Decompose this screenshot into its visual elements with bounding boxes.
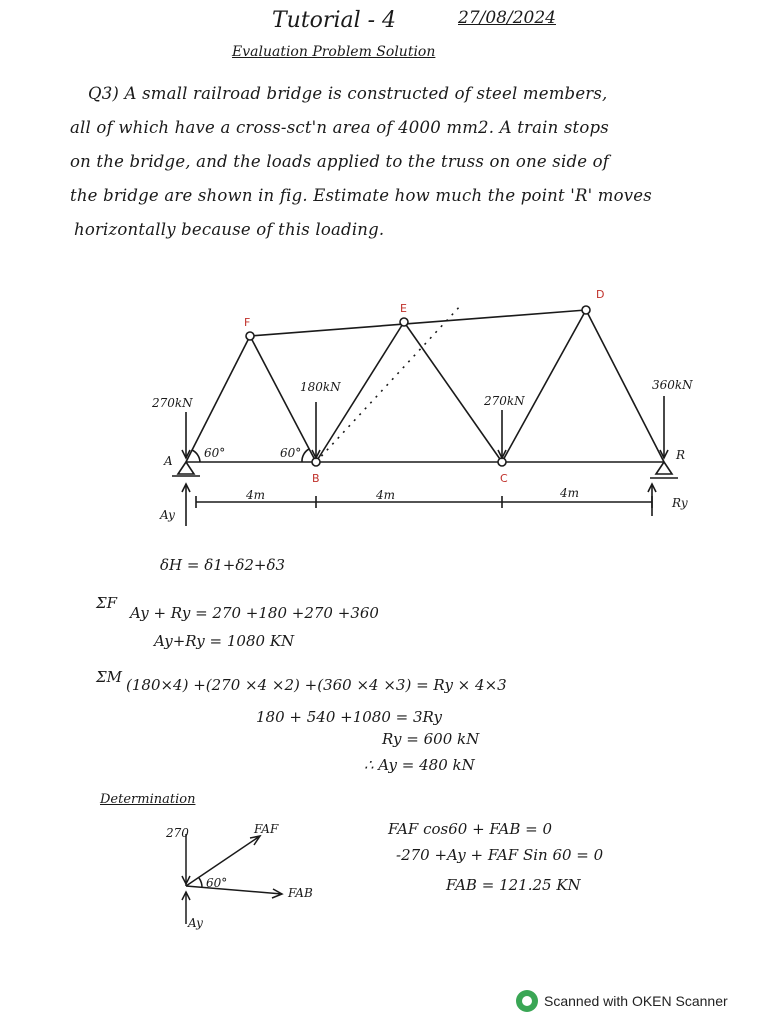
load-label-c: 270kN [484,394,525,408]
date: 27/08/2024 [458,8,556,28]
question-line: horizontally because of this loading. [74,220,385,239]
node-label-e: E [400,302,407,315]
sum-f-equation: Ay + Ry = 270 +180 +270 +360 [130,604,379,622]
reaction-label-a: Ay [160,508,175,522]
delta-equation: δH = δ1+δ2+δ3 [160,556,286,574]
span-label: 4m [246,488,266,502]
page-title: Tutorial - 4 [272,8,397,33]
ay-result: ∴ Ay = 480 kN [364,756,475,774]
determination-eq1: FAF cos60 + FAB = 0 [388,820,553,838]
fbd-fab-label: FAB [288,886,313,900]
question-line: Q3) A small railroad bridge is constructed of steel members, [88,84,608,103]
span-label: 4m [560,486,580,500]
fbd-faf-label: FAF [254,822,279,836]
node-label-r: R [676,448,686,462]
load-label-b: 180kN [300,380,341,394]
sum-m-symbol: ΣM [96,668,122,686]
sum-m-equation: (180×4) +(270 ×4 ×2) +(360 ×4 ×3) = Ry × 4×3 [126,676,507,694]
ry-result: Ry = 600 kN [382,730,480,748]
sum-f-result: Ay+Ry = 1080 KN [154,632,295,650]
span-label: 4m [376,488,396,502]
scanner-text: Scanned with OKEN Scanner [544,993,728,1009]
load-label-a: 270kN [152,396,193,410]
reaction-label-r: Ry [672,496,688,510]
node-label-b: B [312,472,320,485]
scanner-watermark [516,990,728,1012]
determination-heading: Determination [100,792,196,807]
sum-m-result: 180 + 540 +1080 = 3Ry [256,708,443,726]
fbd-load-label: 270 [166,826,189,840]
subtitle: Evaluation Problem Solution [232,44,436,60]
node-label-a: A [164,454,173,468]
node-label-f: F [244,316,251,329]
question-line: all of which have a cross-sct'n area of 4000 mm2. A train stops [70,118,609,137]
load-label-r: 360kN [652,378,693,392]
node-label-d: D [596,288,605,301]
determination-eq2: -270 +Ay + FAF Sin 60 = 0 [396,846,604,864]
question-line: on the bridge, and the loads applied to the truss on one side of [70,152,610,171]
fbd-ay-label: Ay [188,916,203,930]
fbd-angle-label: 60° [206,876,228,890]
angle-label-a: 60° [204,446,226,460]
angle-label-b: 60° [280,446,302,460]
question-line: the bridge are shown in fig. Estimate how much the point 'R' moves [70,186,652,205]
node-label-c: C [500,472,508,485]
oken-logo-icon [516,990,538,1012]
determination-eq3: FAB = 121.25 KN [446,876,581,894]
sum-f-symbol: ΣF [96,594,118,612]
